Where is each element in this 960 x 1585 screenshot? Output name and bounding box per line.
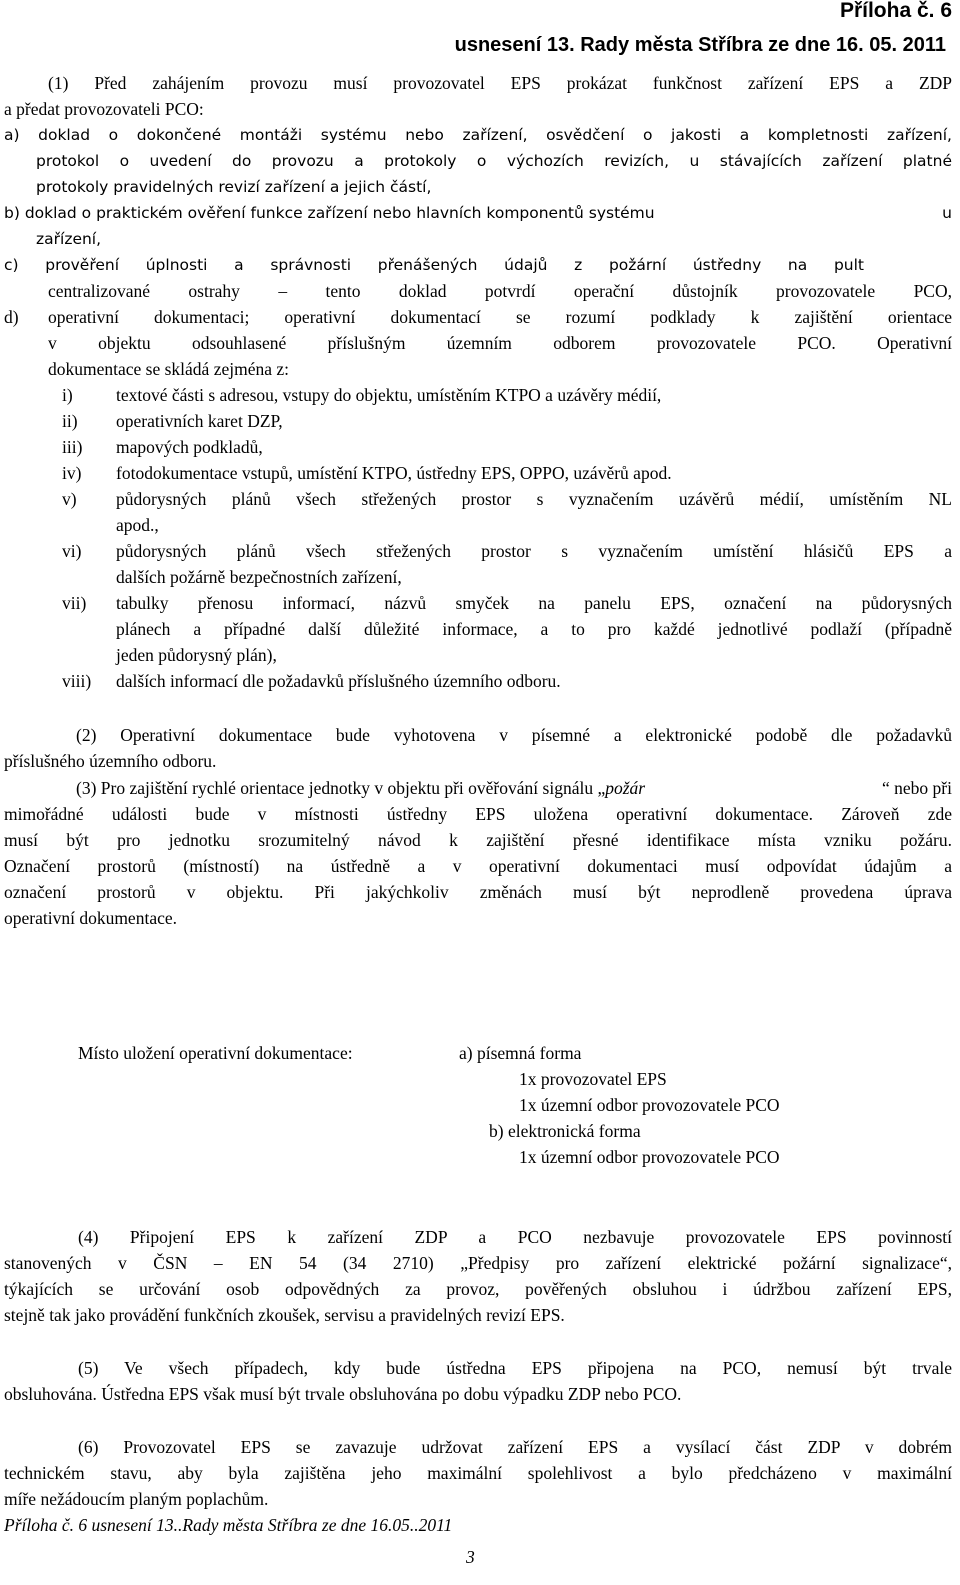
subitem-label: iii) bbox=[62, 437, 83, 457]
p4-line1: (4) Připojení EPS k zařízení ZDP a PCO nezbavuje provozovatele EPS povinností bbox=[78, 1227, 952, 1247]
subitem-line: dalších informací dle požadavků příslušného územního odboru. bbox=[116, 671, 561, 691]
subitem-line: dalších požárně bezpečnostních zařízení, bbox=[116, 567, 402, 587]
storage-written-1: 1x provozovatel EPS bbox=[519, 1069, 667, 1089]
footer-text: Příloha č. 6 usnesení 13..Rady města Stříbra ze dne 16.05..2011 bbox=[4, 1515, 453, 1535]
storage-written-2: 1x územní odbor provozovatele PCO bbox=[519, 1095, 780, 1115]
subitem-line: půdorysných plánů všech střežených prostor s vyznačením uzávěrů médií, umístěním NL bbox=[116, 489, 952, 509]
subitem-line: operativních karet DZP, bbox=[116, 411, 283, 431]
p3-line6: operativní dokumentace. bbox=[4, 908, 177, 928]
subitem-line: mapových podkladů, bbox=[116, 437, 263, 457]
p3-fire-term: požár bbox=[605, 778, 646, 798]
item-d-line1: operativní dokumentaci; operativní dokumentací se rozumí podklady k zajištění orientace bbox=[48, 307, 952, 327]
p3-line2: mimořádné události bude v místnosti ústředny EPS uložena operativní dokumentace. Zároveň zde bbox=[4, 804, 952, 824]
subitem-label: viii) bbox=[62, 671, 92, 691]
p3-line3: musí být pro jednotku srozumitelný návod k zajištění přesné identifikace místa vzniku požáru. bbox=[4, 830, 952, 850]
p4-line3: týkajících se určování osob odpovědných za provoz, pověřených obsluhou i údržbou zařízení EPS, bbox=[4, 1279, 952, 1299]
p2-line2: příslušného územního odboru. bbox=[4, 751, 217, 771]
item-c-line1: c) prověření úplnosti a správnosti přenášených údajů z požární ústředny na pult bbox=[4, 256, 864, 274]
p3-line1-end: “ nebo při bbox=[882, 778, 952, 798]
item-a-line3: protokoly pravidelných revizí zařízení a jejich částí, bbox=[36, 178, 432, 196]
p4-line2: stanovených v ČSN – EN 54 (34 2710) „Předpisy pro zařízení elektrické požární signalizace“, bbox=[4, 1253, 952, 1273]
p6-line2: technickém stavu, aby byla zajištěna jeho maximální spolehlivost a bylo předcházeno v maximální bbox=[4, 1463, 952, 1483]
p2-line1: (2) Operativní dokumentace bude vyhotovena v písemné a elektronické podobě dle požadavků bbox=[76, 725, 952, 745]
p5-line1: (5) Ve všech případech, kdy bude ústředna EPS připojena na PCO, nemusí být trvale bbox=[78, 1358, 952, 1378]
subitem-label: ii) bbox=[62, 411, 78, 431]
item-a-line1: a) doklad o dokončené montáži systému nebo zařízení, osvědčení o jakosti a kompletnosti zařízení, bbox=[4, 126, 952, 144]
storage-electronic-1: 1x územní odbor provozovatele PCO bbox=[519, 1147, 780, 1167]
subitem-line: plánech a případné další důležité informace, a to pro každé jednotlivé podlaží (případně bbox=[116, 619, 952, 639]
item-d-label: d) bbox=[4, 307, 19, 327]
subitem-line: jeden půdorysný plán), bbox=[116, 645, 277, 665]
item-b-line1-end: u bbox=[942, 204, 952, 222]
storage-label: Místo uložení operativní dokumentace: bbox=[78, 1043, 353, 1063]
p3-line1 bbox=[76, 775, 952, 801]
subitem-line: tabulky přenosu informací, názvů smyček na panelu EPS, označení na půdorysných bbox=[116, 593, 952, 613]
p1-line2: a předat provozovateli PCO: bbox=[4, 99, 204, 119]
annex-title: Příloha č. 6 bbox=[839, 0, 952, 22]
item-c-line2: centralizované ostrahy – tento doklad potvrdí operační důstojník provozovatele PCO, bbox=[48, 281, 952, 301]
subitem-line: textové části s adresou, vstupy do objektu, umístěním KTPO a uzávěry médií, bbox=[116, 385, 662, 405]
p5-line2: obsluhována. Ústředna EPS však musí být trvale obsluhována po dobu výpadku ZDP nebo PCO. bbox=[4, 1384, 682, 1404]
subitem-label: vi) bbox=[62, 541, 82, 561]
item-a-line2: protokol o uvedení do provozu a protokoly o výchozích revizích, u stávajících zařízení platné bbox=[36, 152, 952, 170]
item-d-line2: v objektu odsouhlasené příslušným územním odborem provozovatele PCO. Operativní bbox=[48, 333, 952, 353]
subitem-line: půdorysných plánů všech střežených prostor s vyznačením umístění hlásičů EPS a bbox=[116, 541, 952, 561]
resolution-title: usnesení 13. Rady města Stříbra ze dne 16. 05. 2011 bbox=[454, 34, 946, 56]
storage-written: a) písemná forma bbox=[459, 1043, 582, 1063]
subitem-label: i) bbox=[62, 385, 73, 405]
p6-line1: (6) Provozovatel EPS se zavazuje udržovat zařízení EPS a vysílací část ZDP v dobrém bbox=[78, 1437, 952, 1457]
subitem-label: v) bbox=[62, 489, 77, 509]
page-number: 3 bbox=[466, 1547, 475, 1567]
subitem-label: iv) bbox=[62, 463, 82, 483]
p3-line4: Označení prostorů (místností) na ústředně a v operativní dokumentaci musí odpovídat údajům a bbox=[4, 856, 952, 876]
p1-line1: (1) Před zahájením provozu musí provozovatel EPS prokázat funkčnost zařízení EPS a ZDP bbox=[48, 73, 952, 93]
p3-line5: označení prostorů v objektu. Při jakýchkoliv změnách musí být neprodleně provedena úprava bbox=[4, 882, 952, 902]
p3-line1-start: (3) Pro zajištění rychlé orientace jednotky v objektu při ověřování signálu „ bbox=[76, 778, 606, 798]
subitem-line: apod., bbox=[116, 515, 159, 535]
item-b-line1: b) doklad o praktickém ověření funkce zařízení nebo hlavních komponentů systému bbox=[4, 204, 655, 222]
subitem-line: fotodokumentace vstupů, umístění KTPO, ústředny EPS, OPPO, uzávěrů apod. bbox=[116, 463, 672, 483]
item-d-line3: dokumentace se skládá zejména z: bbox=[48, 359, 290, 379]
p6-line3: míře nežádoucím planým poplachům. bbox=[4, 1489, 269, 1509]
subitem-label: vii) bbox=[62, 593, 87, 613]
p4-line4: stejně tak jako provádění funkčních zkoušek, servisu a pravidelných revizí EPS. bbox=[4, 1305, 565, 1325]
item-b-line2: zařízení, bbox=[36, 230, 102, 248]
storage-electronic: b) elektronická forma bbox=[489, 1121, 641, 1141]
